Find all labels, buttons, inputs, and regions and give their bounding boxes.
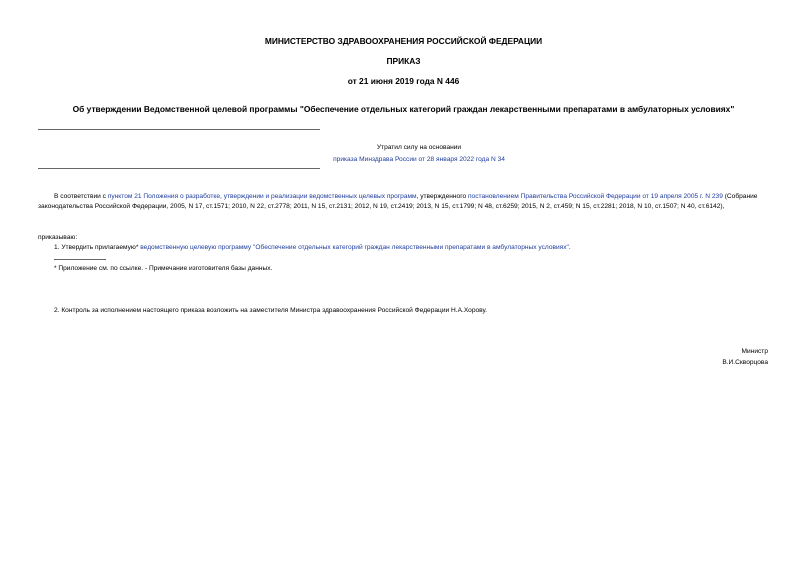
date-number-heading: от 21 июня 2019 года N 446 <box>347 76 460 86</box>
signature-name: В.И.Скворцова <box>722 358 768 366</box>
preamble-paragraph <box>38 192 768 211</box>
signature-block <box>722 347 768 368</box>
document-title: Об утверждении Ведомственной целевой программы "Обеспечение отдельных категорий граждан лекарственными препаратами в амбулаторных условиях" <box>72 104 735 114</box>
order-item-2: 2. Контроль за исполнением настоящего приказа возложить на заместителя Министра здравоохранения Российской Федерации Н.А.Хорову. <box>54 307 487 314</box>
signature-position: Министр <box>741 348 768 355</box>
item1-prefix: 1. Утвердить прилагаемую* <box>54 244 141 251</box>
status-note <box>300 142 538 166</box>
top-divider <box>38 129 320 130</box>
preamble-text-1: В соответствии с <box>54 193 108 200</box>
status-note-text: Утратил силу на основании <box>376 144 462 151</box>
preamble-text-2: , утвержденного <box>416 193 468 200</box>
repeal-order-link[interactable]: приказа Минздрава России от 28 января 2022 года N 34 <box>333 156 505 163</box>
program-link[interactable]: ведомственную целевую программу "Обеспечение отдельных категорий граждан лекарственными препаратами в амбулаторных условиях" <box>140 244 569 251</box>
item1-suffix: . <box>568 244 571 251</box>
footnote-rule <box>54 259 106 260</box>
government-decree-link[interactable]: постановлением Правительства Российской Федерации от 19 апреля 2005 г. N 239 <box>467 193 723 200</box>
preamble-text-3: (Собрание законодательства Российской Федерации, 2005, N 17, ст.1571; 2010, N 22, ст.2778; 2011, N 15, ст.2131; 2012, N 19, ст.2419; 2013, N 15, ст.1799; N 48, ст.6259; 2015, N 2, ст.459; N 15, ст.2281; 2018, N 10, ст.1507; N 40, ст.6142), <box>38 193 758 210</box>
prikazyvayu-text: приказываю: <box>38 234 78 241</box>
order-item-1 <box>38 243 768 253</box>
bottom-divider <box>38 168 320 169</box>
regulation-link[interactable]: пунктом 21 Положения о разработке, утверждении и реализации ведомственных целевых программ <box>107 193 417 200</box>
doc-type-heading: ПРИКАЗ <box>386 56 421 66</box>
ministry-heading: МИНИСТЕРСТВО ЗДРАВООХРАНЕНИЯ РОССИЙСКОЙ ФЕДЕРАЦИИ <box>264 36 543 46</box>
footnote-text: * Приложение см. по ссылке. - Примечание изготовителя базы данных. <box>54 265 273 272</box>
